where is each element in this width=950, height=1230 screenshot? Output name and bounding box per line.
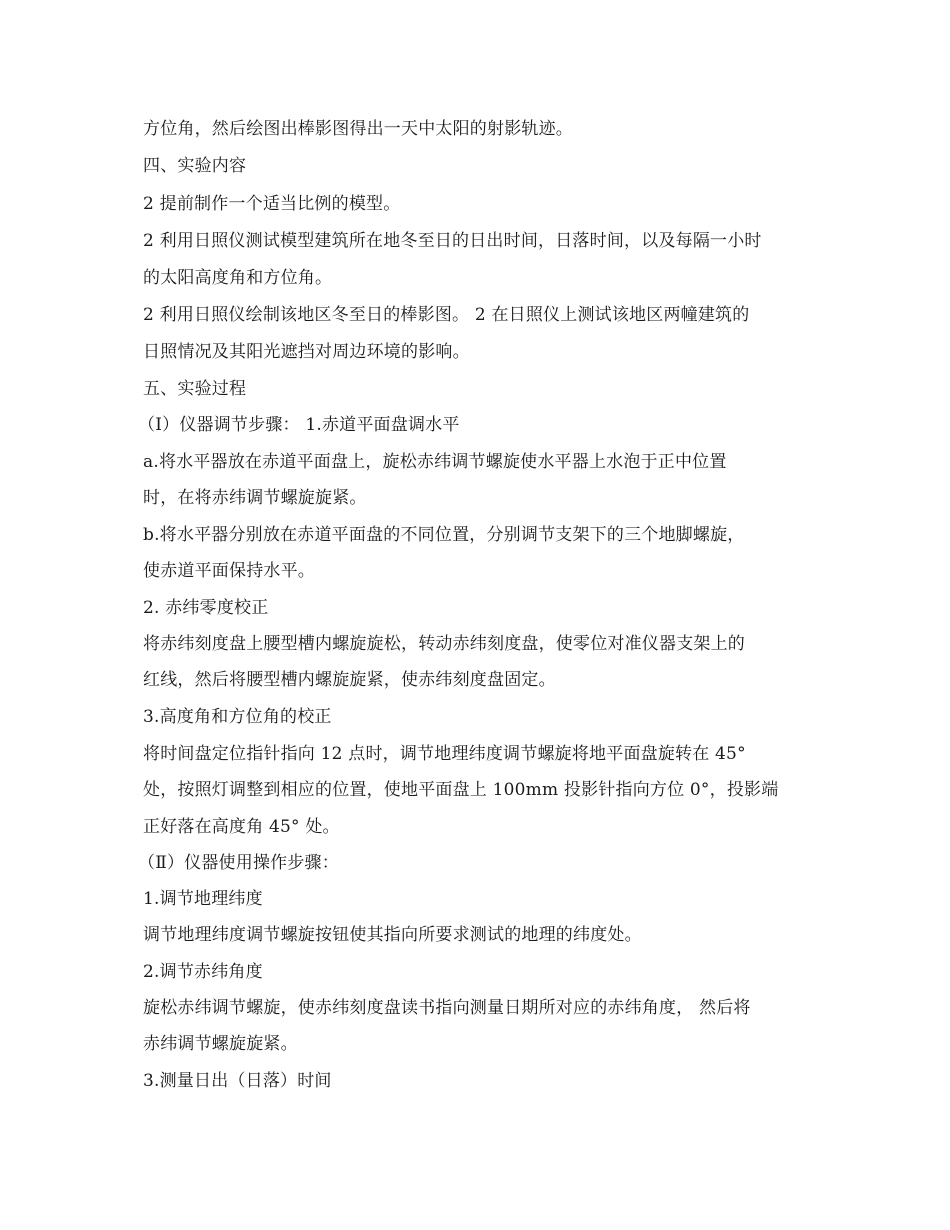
step-heading: 3.高度角和方位角的校正 xyxy=(143,707,332,727)
body-text-line: 2 利用日照仪绘制该地区冬至日的棒影图。 2 在日照仪上测试该地区两幢建筑的 xyxy=(143,305,750,325)
body-text-line: 2 利用日照仪测试模型建筑所在地冬至日的日出时间，日落时间，以及每隔一小时 xyxy=(143,231,762,251)
body-text-line: 时，在将赤纬调节螺旋旋紧。 xyxy=(143,488,367,508)
step-heading: 2.调节赤纬角度 xyxy=(143,962,263,982)
body-text-line: 正好落在高度角 45° 处。 xyxy=(143,817,340,837)
step-heading: 2. 赤纬零度校正 xyxy=(143,598,269,618)
body-text-line: b.将水平器分别放在赤道平面盘的不同位置，分别调节支架下的三个地脚螺旋， xyxy=(143,525,745,545)
body-text-line: 将赤纬刻度盘上腰型槽内螺旋旋松，转动赤纬刻度盘，使零位对准仪器支架上的 xyxy=(143,634,745,654)
subsection-heading: （Ⅰ）仪器调节步骤： 1.赤道平面盘调水平 xyxy=(138,415,460,435)
body-text-line: 赤纬调节螺旋旋紧。 xyxy=(143,1034,298,1054)
body-text-line: 使赤道平面保持水平。 xyxy=(143,561,315,581)
body-text-line: 2 提前制作一个适当比例的模型。 xyxy=(143,194,401,214)
body-text-line: 红线，然后将腰型槽内螺旋旋紧，使赤纬刻度盘固定。 xyxy=(143,670,556,690)
body-text-line: 处，按照灯调整到相应的位置，使地平面盘上 100mm 投影针指向方位 0°，投影端 xyxy=(143,780,779,800)
body-text-line: 调节地理纬度调节螺旋按钮使其指向所要求测试的地理的纬度处。 xyxy=(143,925,642,945)
body-text-line: 将时间盘定位指针指向 12 点时，调节地理纬度调节螺旋将地平面盘旋转在 45° xyxy=(143,744,746,764)
body-text-line: 方位角，然后绘图出棒影图得出一天中太阳的射影轨迹。 xyxy=(143,119,573,139)
body-text-line: a.将水平器放在赤道平面盘上，旋松赤纬调节螺旋使水平器上水泡于正中位置 xyxy=(143,452,727,472)
step-heading: 3.测量日出（日落）时间 xyxy=(143,1071,332,1091)
body-text-line: 旋松赤纬调节螺旋，使赤纬刻度盘读书指向测量日期所对应的赤纬角度， 然后将 xyxy=(143,998,751,1018)
body-text-line: 日照情况及其阳光遮挡对周边环境的影响。 xyxy=(143,342,470,362)
subsection-heading: （Ⅱ）仪器使用操作步骤： xyxy=(138,853,339,873)
section-heading: 五、实验过程 xyxy=(143,379,247,399)
body-text-line: 的太阳高度角和方位角。 xyxy=(143,268,333,288)
section-heading: 四、实验内容 xyxy=(143,156,247,176)
step-heading: 1.调节地理纬度 xyxy=(143,889,263,909)
